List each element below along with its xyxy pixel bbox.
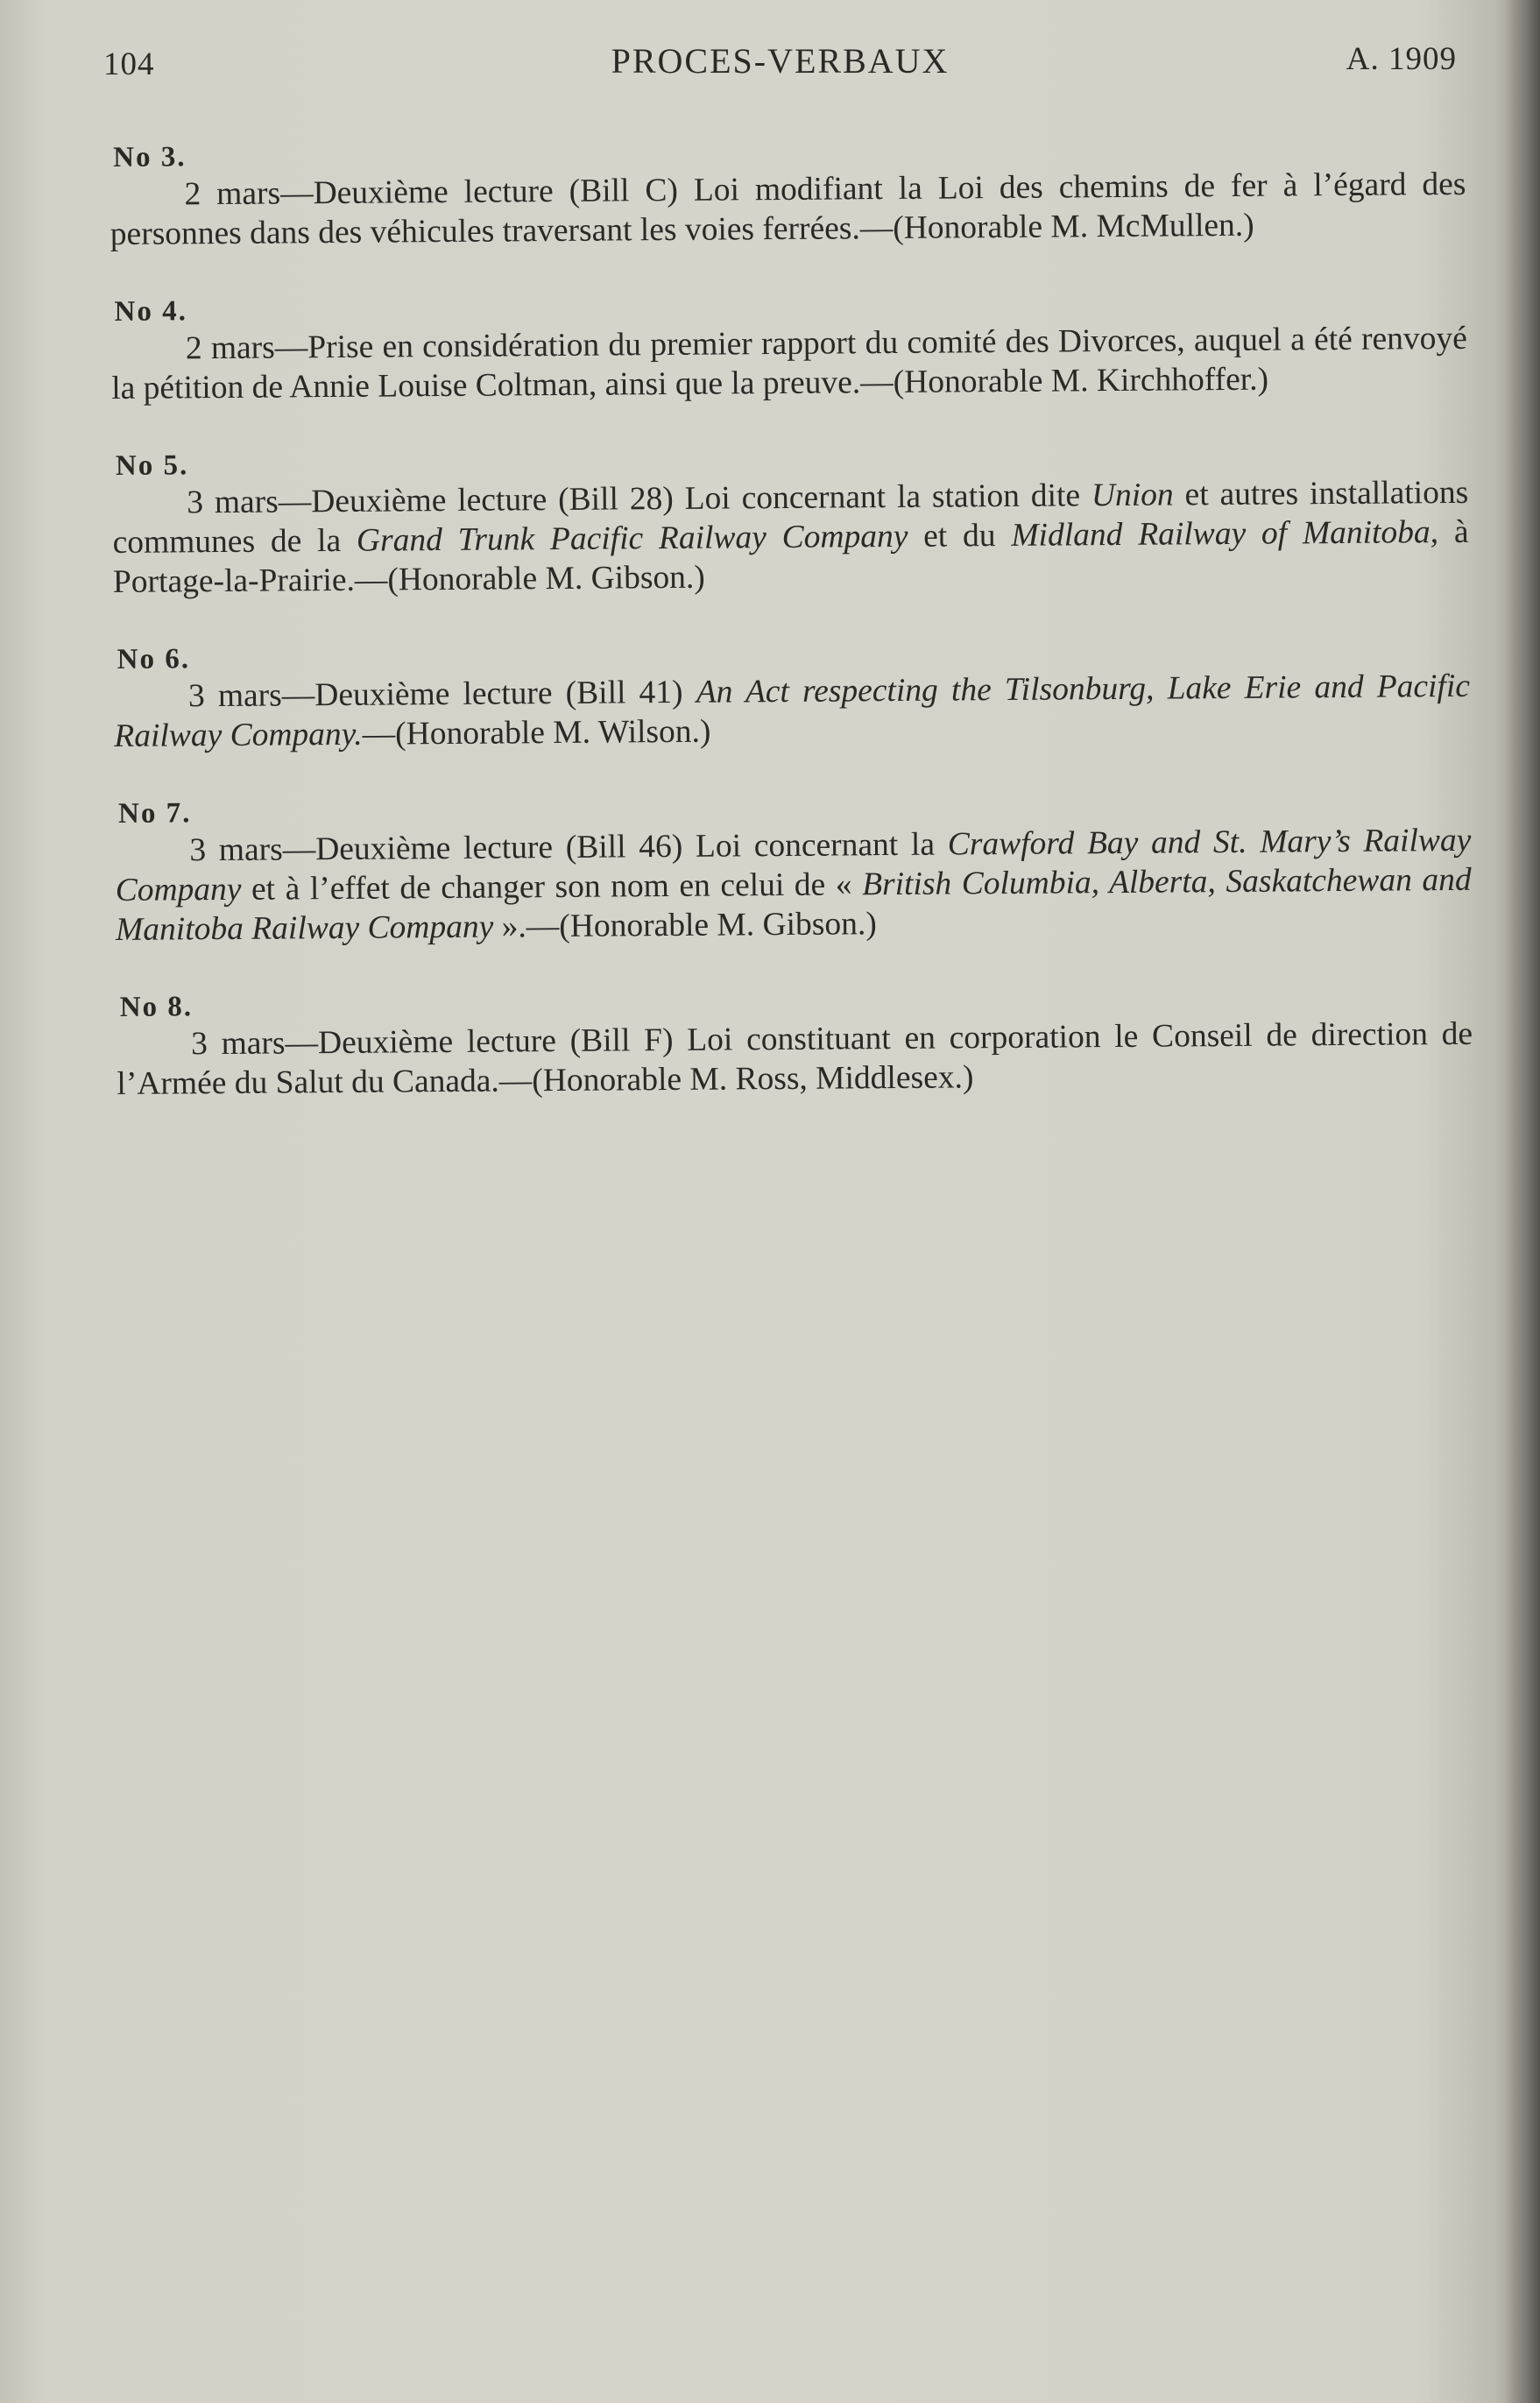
page-title: PROCES-VERBAUX bbox=[611, 41, 950, 81]
order-item-number: No 4. bbox=[114, 295, 188, 328]
order-item-text bbox=[115, 821, 1472, 950]
text-segment: 3 mars—Deuxième lecture (Bill 41) bbox=[187, 674, 696, 715]
text-segment: 2 mars—Prise en considération du premier rapport du comité des Divorces, auquel a été renvoyé la pétition de Annie Louise Coltman, ainsi que la preuve.—(Honorable M. Kirchhoffer.) bbox=[111, 320, 1467, 406]
order-item-text bbox=[111, 319, 1468, 408]
order-item bbox=[114, 632, 1471, 756]
text-segment: 3 mars—Deuxième lecture (Bill 46) Loi concernant la bbox=[189, 826, 948, 869]
order-item bbox=[112, 438, 1469, 602]
order-item-number: No 5. bbox=[115, 449, 189, 482]
italic-title-segment: Grand Trunk Pacific Railway Company bbox=[356, 518, 908, 559]
order-item-number: No 6. bbox=[117, 643, 191, 675]
order-item-text bbox=[112, 473, 1469, 602]
italic-title-segment: Crawford Bay and St. Mary’s Railway Company bbox=[115, 822, 1472, 908]
order-item-text bbox=[114, 667, 1471, 756]
page-number: 104 bbox=[103, 46, 155, 82]
text-segment: 3 mars—Deuxième lecture (Bill F) Loi constituant en corporation le Conseil de direction de l’Armée du Salut du Canada.—(Honorable M. Ross, Middlesex.) bbox=[117, 1015, 1473, 1102]
text-segment: et autres installations communes de la bbox=[112, 474, 1469, 561]
order-item-text bbox=[109, 165, 1466, 254]
italic-title-segment: Union bbox=[1091, 477, 1174, 514]
text-segment: —(Honorable M. Wilson.) bbox=[362, 713, 711, 753]
italic-title-segment: Midland Railway of Manitoba, bbox=[1011, 514, 1439, 554]
italic-title-segment: British Columbia, Alberta, Saskatchewan and Manitoba Railway Company bbox=[115, 861, 1472, 948]
text-segment: à Portage-la-Prairie.—(Honorable M. Gibson.) bbox=[112, 513, 1469, 600]
header-year: A. 1909 bbox=[1346, 41, 1457, 77]
book-spine-shadow bbox=[1505, 0, 1540, 2403]
running-header bbox=[103, 40, 1457, 84]
order-item bbox=[115, 786, 1472, 950]
text-segment: ».—(Honorable M. Gibson.) bbox=[493, 906, 877, 945]
text-segment: et à l’effet de changer son nom en celui de « bbox=[241, 866, 863, 908]
order-item bbox=[110, 284, 1467, 408]
order-item bbox=[117, 979, 1473, 1104]
order-item-number: No 8. bbox=[119, 991, 194, 1023]
order-item-number: No 3. bbox=[113, 141, 187, 173]
order-item-number: No 7. bbox=[117, 797, 192, 830]
italic-title-segment: An Act respecting the Tilsonburg, Lake Erie and Pacific Railway Company. bbox=[114, 668, 1471, 754]
orders-of-the-day-list bbox=[109, 130, 1473, 1144]
order-item bbox=[109, 130, 1466, 254]
text-segment: 3 mars—Deuxième lecture (Bill 28) Loi concernant la station dite bbox=[187, 477, 1092, 521]
order-item-text bbox=[117, 1014, 1473, 1104]
text-segment: et du bbox=[908, 517, 1012, 555]
text-segment: 2 mars—Deuxième lecture (Bill C) Loi modifiant la Loi des chemins de fer à l’égard des personnes dans des véhicules traversant les voies ferrées.—(Honorable M. McMullen.) bbox=[109, 166, 1466, 252]
